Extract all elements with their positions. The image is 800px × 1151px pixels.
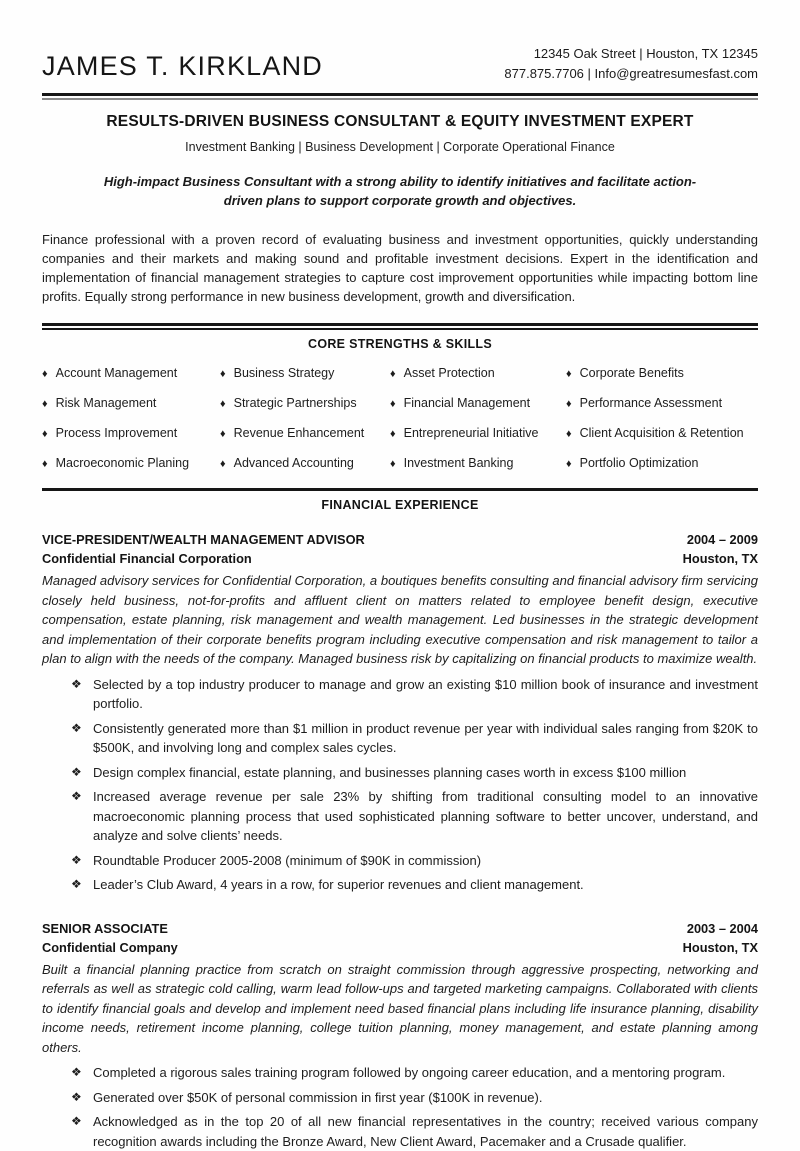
resume-subtitle: Investment Banking | Business Development | Corporate Operational Finance bbox=[42, 140, 758, 154]
diamond-bullet-icon: ♦ bbox=[390, 398, 396, 410]
tagline: High-impact Business Consultant with a strong ability to identify initiatives and facilitate action-driven plans to support corporate growth and objectives. bbox=[90, 172, 710, 210]
diamond-bullet-icon: ♦ bbox=[390, 458, 396, 470]
bullet-item bbox=[42, 875, 758, 895]
divider-thick-line bbox=[42, 323, 758, 326]
four-diamond-bullet-icon: ❖ bbox=[71, 675, 93, 714]
job-entry-2 bbox=[42, 921, 758, 1151]
experience-section-heading: FINANCIAL EXPERIENCE bbox=[42, 498, 758, 512]
job-description: Built a financial planning practice from scratch on straight commission through aggressive prospecting, networking and referrals as well as strategic cold calling, warm lead follow-ups and targeted marketing campaigns. Collaborated with clients to identify financial goals and develop and implement need based financial plans including life insurance planning, disability income needs, retirement income planning, college tuition planning, money management, and estate planning among others. bbox=[42, 960, 758, 1058]
address-line: 12345 Oak Street | Houston, TX 12345 bbox=[504, 44, 758, 64]
skill-item bbox=[390, 457, 566, 471]
job-bullet-list bbox=[42, 1063, 758, 1151]
skill-label: Revenue Enhancement bbox=[234, 426, 365, 440]
diamond-bullet-icon: ♦ bbox=[390, 368, 396, 380]
diamond-bullet-icon: ♦ bbox=[220, 368, 226, 380]
contact-line: 877.875.7706 | Info@greatresumesfast.com bbox=[504, 64, 758, 84]
four-diamond-bullet-icon: ❖ bbox=[71, 851, 93, 871]
bullet-text: Completed a rigorous sales training program followed by ongoing career education, and a mentoring program. bbox=[93, 1063, 758, 1083]
skills-column-2 bbox=[220, 367, 390, 471]
job-title: VICE-PRESIDENT/WEALTH MANAGEMENT ADVISOR bbox=[42, 532, 365, 547]
skill-item bbox=[42, 427, 220, 441]
skill-label: Business Strategy bbox=[234, 366, 335, 380]
bullet-text: Increased average revenue per sale 23% by shifting from traditional consulting model to an innovative macroeconomic planning process that used sophisticated planning software to better uncover, understand, and analyze and solve clients’ needs. bbox=[93, 787, 758, 846]
diamond-bullet-icon: ♦ bbox=[390, 428, 396, 440]
resume-title: RESULTS-DRIVEN BUSINESS CONSULTANT & EQUITY INVESTMENT EXPERT bbox=[42, 113, 758, 131]
skills-grid bbox=[42, 367, 758, 471]
four-diamond-bullet-icon: ❖ bbox=[71, 875, 93, 895]
skill-label: Asset Protection bbox=[404, 366, 495, 380]
skill-item bbox=[566, 427, 758, 441]
skill-item bbox=[566, 367, 758, 381]
skill-item bbox=[390, 397, 566, 411]
skill-label: Strategic Partnerships bbox=[234, 396, 357, 410]
bullet-text: Generated over $50K of personal commission in first year ($100K in revenue). bbox=[93, 1088, 758, 1108]
diamond-bullet-icon: ♦ bbox=[42, 368, 48, 380]
bullet-text: Leader’s Club Award, 4 years in a row, for superior revenues and client management. bbox=[93, 875, 758, 895]
skill-label: Client Acquisition & Retention bbox=[580, 426, 744, 440]
bullet-item bbox=[42, 1088, 758, 1108]
bullet-text: Consistently generated more than $1 million in product revenue per year with individual sales ranging from $20K to $500K, and involving long and complex sales cycles. bbox=[93, 719, 758, 758]
skill-item bbox=[220, 367, 390, 381]
bullet-item bbox=[42, 851, 758, 871]
bullet-text: Acknowledged as in the top 20 of all new financial representatives in the country; received various company recognition awards including the Bronze Award, New Client Award, Pacemaker and a Crusade qualifier. bbox=[93, 1112, 758, 1151]
bullet-text: Design complex financial, estate planning, and businesses planning cases worth in excess $100 million bbox=[93, 763, 758, 783]
job-entry-1 bbox=[42, 532, 758, 895]
skill-label: Advanced Accounting bbox=[234, 456, 354, 470]
person-name: JAMES T. KIRKLAND bbox=[42, 51, 323, 84]
skills-column-4 bbox=[566, 367, 758, 471]
skill-item bbox=[42, 457, 220, 471]
four-diamond-bullet-icon: ❖ bbox=[71, 1063, 93, 1083]
skill-label: Process Improvement bbox=[56, 426, 178, 440]
job-bullet-list bbox=[42, 675, 758, 895]
skill-item bbox=[390, 427, 566, 441]
skill-item bbox=[220, 427, 390, 441]
diamond-bullet-icon: ♦ bbox=[566, 398, 572, 410]
bullet-item bbox=[42, 1112, 758, 1151]
divider-thin-line bbox=[42, 328, 758, 330]
skill-item bbox=[566, 397, 758, 411]
four-diamond-bullet-icon: ❖ bbox=[71, 787, 93, 846]
skill-item bbox=[220, 397, 390, 411]
skill-label: Macroeconomic Planing bbox=[56, 456, 189, 470]
four-diamond-bullet-icon: ❖ bbox=[71, 763, 93, 783]
job-title-row bbox=[42, 921, 758, 936]
summary-paragraph: Finance professional with a proven record of evaluating business and investment opportunities, quickly understanding companies and their markets and making sound and profitable investment decisions. Expert in the identification and implementation of financial management strategies to capture cost improvement opportunities while impacting bottom line profits. Equally strong performance in new business development, growth and diversification. bbox=[42, 230, 758, 306]
diamond-bullet-icon: ♦ bbox=[220, 398, 226, 410]
bullet-item bbox=[42, 719, 758, 758]
bullet-text: Roundtable Producer 2005-2008 (minimum of $90K in commission) bbox=[93, 851, 758, 871]
four-diamond-bullet-icon: ❖ bbox=[71, 719, 93, 758]
job-company-row bbox=[42, 940, 758, 955]
contact-block bbox=[504, 44, 758, 84]
job-title: SENIOR ASSOCIATE bbox=[42, 921, 168, 936]
four-diamond-bullet-icon: ❖ bbox=[71, 1088, 93, 1108]
diamond-bullet-icon: ♦ bbox=[566, 368, 572, 380]
diamond-bullet-icon: ♦ bbox=[220, 428, 226, 440]
job-company: Confidential Financial Corporation bbox=[42, 551, 252, 566]
skill-label: Financial Management bbox=[404, 396, 530, 410]
job-title-row bbox=[42, 532, 758, 547]
skill-label: Corporate Benefits bbox=[580, 366, 684, 380]
bullet-item bbox=[42, 675, 758, 714]
skill-item bbox=[390, 367, 566, 381]
diamond-bullet-icon: ♦ bbox=[42, 428, 48, 440]
skill-label: Entrepreneurial Initiative bbox=[404, 426, 539, 440]
skills-divider bbox=[42, 323, 758, 330]
job-dates: 2004 – 2009 bbox=[687, 532, 758, 547]
skills-column-1 bbox=[42, 367, 220, 471]
skills-column-3 bbox=[390, 367, 566, 471]
skills-section-heading: CORE STRENGTHS & SKILLS bbox=[42, 337, 758, 351]
bullet-item bbox=[42, 787, 758, 846]
skill-label: Risk Management bbox=[56, 396, 157, 410]
experience-divider bbox=[42, 488, 758, 491]
skill-item bbox=[42, 367, 220, 381]
bullet-item bbox=[42, 763, 758, 783]
job-location: Houston, TX bbox=[683, 551, 758, 566]
diamond-bullet-icon: ♦ bbox=[566, 458, 572, 470]
resume-page bbox=[42, 0, 758, 1151]
skill-item bbox=[42, 397, 220, 411]
job-company: Confidential Company bbox=[42, 940, 178, 955]
job-company-row bbox=[42, 551, 758, 566]
header-divider bbox=[42, 93, 758, 100]
skill-label: Performance Assessment bbox=[580, 396, 722, 410]
skill-label: Investment Banking bbox=[404, 456, 514, 470]
diamond-bullet-icon: ♦ bbox=[220, 458, 226, 470]
job-dates: 2003 – 2004 bbox=[687, 921, 758, 936]
header bbox=[42, 44, 758, 84]
divider-thin-line bbox=[42, 98, 758, 100]
skill-label: Portfolio Optimization bbox=[580, 456, 699, 470]
divider-thick-line bbox=[42, 93, 758, 96]
job-location: Houston, TX bbox=[683, 940, 758, 955]
four-diamond-bullet-icon: ❖ bbox=[71, 1112, 93, 1151]
bullet-item bbox=[42, 1063, 758, 1083]
skill-item bbox=[566, 457, 758, 471]
skill-item bbox=[220, 457, 390, 471]
bullet-text: Selected by a top industry producer to manage and grow an existing $10 million book of insurance and investment portfolio. bbox=[93, 675, 758, 714]
diamond-bullet-icon: ♦ bbox=[42, 398, 48, 410]
skill-label: Account Management bbox=[56, 366, 178, 380]
job-description: Managed advisory services for Confidential Corporation, a boutiques benefits consulting and financial advisory firm servicing closely held business, not-for-profits and affluent client on matters related to employee benefit design, executive compensation, estate planning, risk management and wealth management. Led businesses in the strategic development and implementation of their corporate benefits program including executive compensation and risk management to tailor a plan to align with the needs of the company. Managed business risk by capitalizing on financial products to maximize wealth. bbox=[42, 571, 758, 669]
diamond-bullet-icon: ♦ bbox=[566, 428, 572, 440]
diamond-bullet-icon: ♦ bbox=[42, 458, 48, 470]
